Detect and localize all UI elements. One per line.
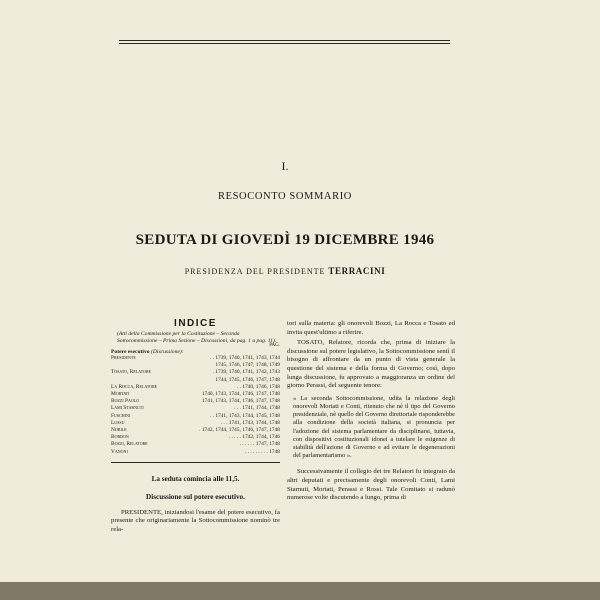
indice-row xyxy=(111,398,280,405)
indice-row-name: Lussu xyxy=(111,419,125,426)
right-paragraph-1: tori sulla materia: gli onorevoli Bozzi, La Rocca e Tosato ed invita quest'ultimo a riferire. xyxy=(287,320,455,336)
indice-rule xyxy=(111,462,280,463)
indice-row-name: Vanoni xyxy=(111,448,128,455)
indice-row-pages: . . . . . . 1747, 1748 xyxy=(239,441,280,448)
indice-section-sub: (Discussione): xyxy=(150,349,184,355)
top-rule-second xyxy=(119,43,450,44)
right-column xyxy=(287,320,455,503)
presidency-prefix: PRESIDENZA DEL PRESIDENTE xyxy=(184,267,326,276)
indice-row-name: Lami Starnuti xyxy=(111,405,144,412)
presidency-line xyxy=(0,266,570,276)
indice-row-pages: . . . 1741, 1743, 1744, 1748 xyxy=(220,419,280,426)
pag-label: PAG. xyxy=(269,343,280,348)
indice-row-name xyxy=(111,377,167,384)
presidency-name: TERRACINI xyxy=(328,266,386,276)
indice-row xyxy=(111,405,280,412)
indice-row xyxy=(111,391,280,398)
indice-row-pages: 1745, 1746, 1747, 1748, 1749 xyxy=(215,362,280,369)
chapter-title: RESOCONTO SOMMARIO xyxy=(217,191,352,202)
right-paragraph-2: TOSATO, Relatore, ricorda che, prima di iniziare la discussione sul potere legislativo, la Sottocommissione sentì il bisogno di affrontare da un punto di vista generale la questione del sistema e della forma di Governo; così, dopo lunga discussione, fu approvato a maggioranza un ordine del giorno Perassi, del seguente tenore: xyxy=(287,339,455,390)
indice-row xyxy=(111,355,280,362)
indice-row-pages: . . . . . 1742, 1744, 1746 xyxy=(228,434,280,441)
indice-row xyxy=(111,420,280,427)
indice-row-pages: . . . . . . . . . 1748 xyxy=(244,448,280,455)
indice-row-pages: 1741, 1743, 1744, 1746, 1747, 1748 xyxy=(201,398,280,405)
indice-row-pages: 1740, 1743, 1744, 1746, 1747, 1748 xyxy=(201,391,280,398)
indice-row xyxy=(111,427,280,434)
indice-section-label: Potere esecutivo xyxy=(111,349,150,355)
chapter-number: I. xyxy=(281,159,289,173)
indice-row xyxy=(111,362,280,369)
indice-row-name: Bozzi, Relatore xyxy=(111,441,148,448)
indice-row xyxy=(111,449,280,456)
indice-row-pages: . . . 1741, 1744, 1748 xyxy=(234,405,280,412)
page-bottom-edge xyxy=(0,582,600,600)
indice-row xyxy=(111,441,280,448)
indice-row-name: Fuschini xyxy=(111,412,131,419)
indice-row xyxy=(111,369,280,376)
indice-row xyxy=(111,384,280,391)
discussion-title: Discussione sul potere esecutivo. xyxy=(146,492,245,501)
indice-row-pages: . . 1741, 1743, 1744, 1745, 1748 xyxy=(209,412,280,419)
session-start: La seduta comincia alle 11,5. xyxy=(151,474,240,483)
indice-row-name: Nobile xyxy=(111,427,127,434)
indice-row-name: Bozzi Paolo xyxy=(111,398,140,405)
indice-row-name: La Rocca, Relatore xyxy=(111,383,158,390)
indice-title: INDICE xyxy=(174,318,217,329)
indice-list xyxy=(111,355,280,456)
left-paragraph: PRESIDENTE, iniziandosi l'esame del potere esecutivo, fa presente che originariamente la Sottocommissione nominò tre rela- xyxy=(111,508,280,534)
indice-subtitle: (Atti della Commissione per la Costituzione – Seconda Sottocommissione – Prima Sezione – Discussioni, da pag. 1 a pag. 11). xyxy=(117,331,277,344)
indice-row-name xyxy=(111,362,167,369)
indice-row xyxy=(111,434,280,441)
indice-row xyxy=(111,413,280,420)
right-paragraph-3: Successivamente il collegio dei tre Relatori fu integrato da altri deputati e precisamente degli onorevoli Conti, Lami Starnuti, Mortati, Perassi e Rossi. Tale Comitato si radunò numerose volte discutendo a lungo, prima di xyxy=(287,468,455,502)
indice-row-name: Tosato, Relatore xyxy=(111,369,152,376)
indice-row-name: Bordon xyxy=(111,434,129,441)
indice-row-pages: . . 1740, 1746, 1748 xyxy=(236,383,280,390)
quote-paragraph: « La seconda Sottocommissione, udita la relazione degli onorevoli Mortati e Conti, ritenuto che nè il tipo del Governo presidenziale, nè quello del Governo direttoriale risponderebbe alla condizione della società italiana, si pronuncia per l'adozione del sistema parlamentare da disciplinarsi, tuttavia, con dispositivi costituzionali idonei a tutelare le esigenze di stabilità dell'azione di Governo e ad evitare le degenerazioni del parlamentarismo ». xyxy=(293,394,455,460)
indice-row-pages: . 1742, 1744, 1745, 1746, 1747, 1748 xyxy=(199,427,280,434)
indice-row-pages: . . 1739, 1740, 1741, 1743, 1744 xyxy=(209,355,280,361)
indice-row-name: Presidente xyxy=(111,355,136,361)
indice-row-pages: . 1739, 1740, 1741, 1742, 1743 xyxy=(212,369,280,376)
session-title: SEDUTA DI GIOVEDÌ 19 DICEMBRE 1946 xyxy=(135,232,435,248)
indice-row-pages: 1744, 1745, 1746, 1747, 1748 xyxy=(215,376,280,383)
indice-row-name: Mortati xyxy=(111,391,130,398)
top-rule xyxy=(119,40,450,41)
indice-row xyxy=(111,377,280,384)
left-column xyxy=(111,318,280,535)
